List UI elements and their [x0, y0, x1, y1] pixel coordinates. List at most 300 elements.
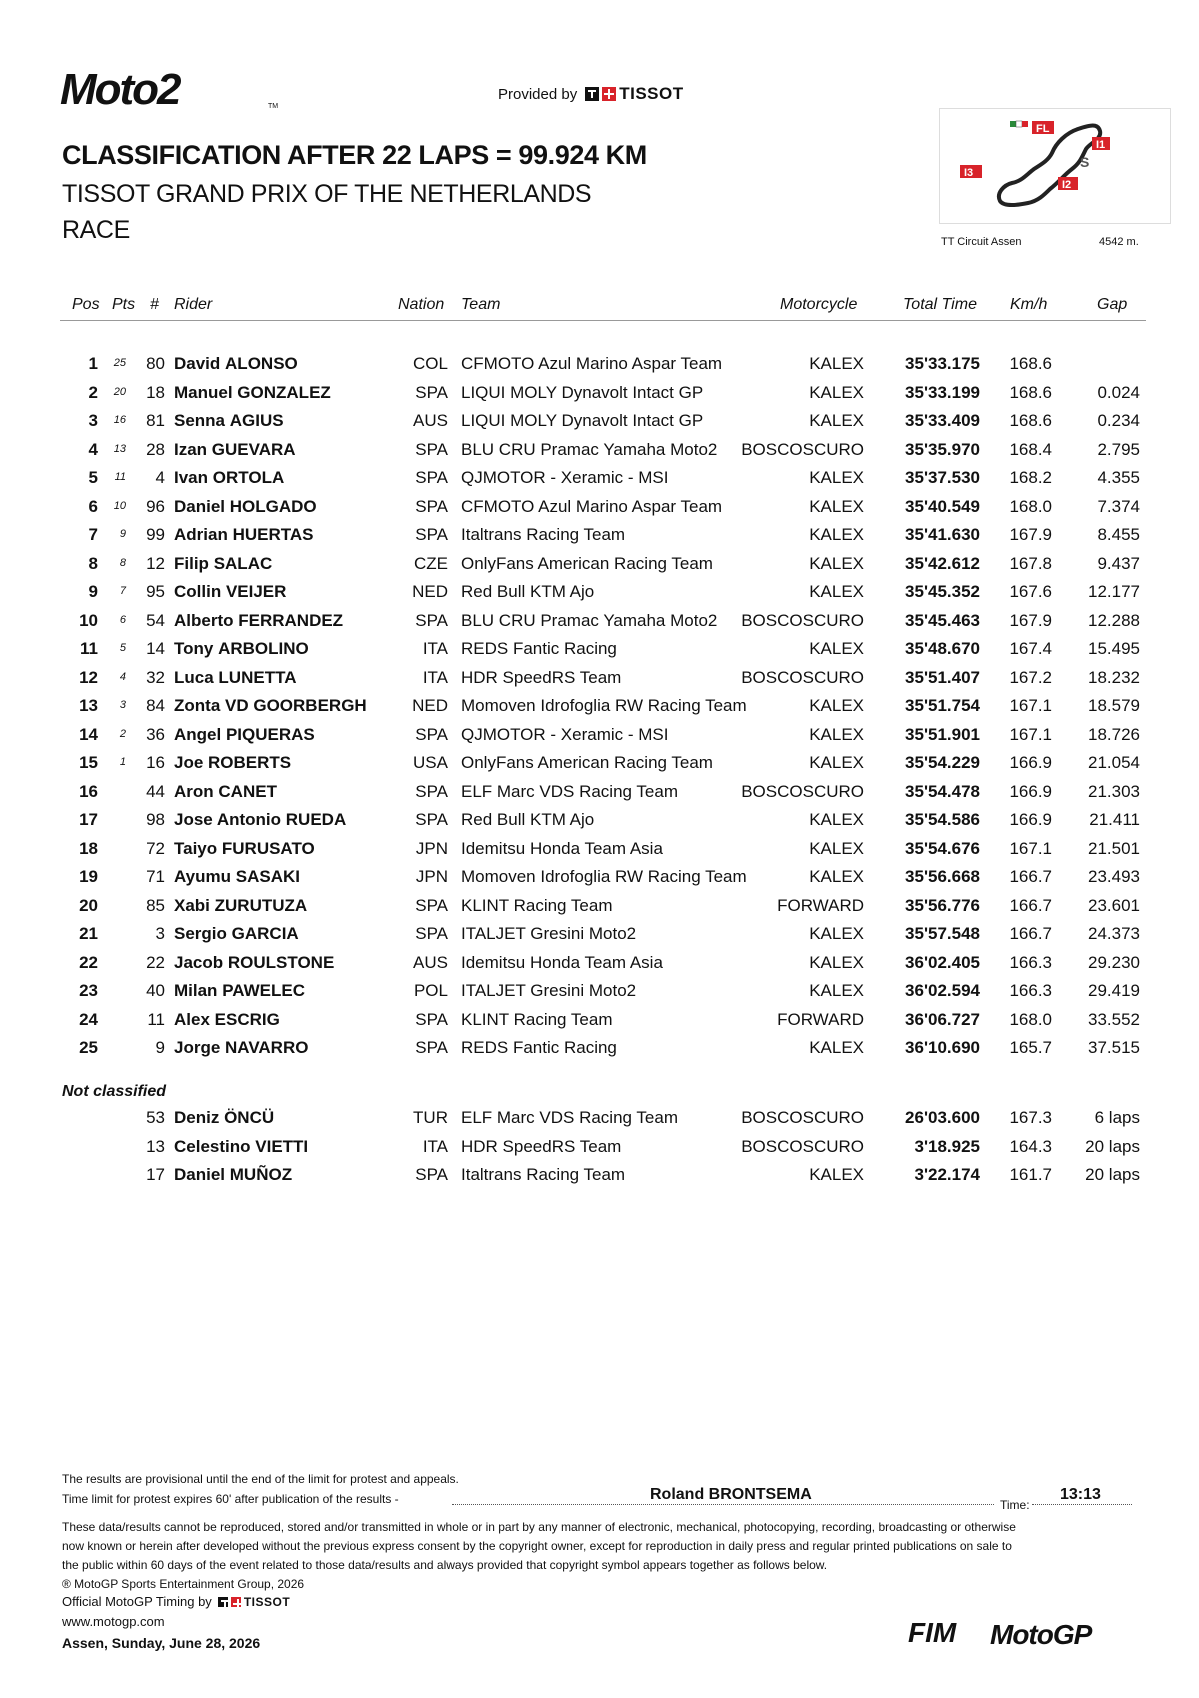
motorcycle-cell: KALEX: [809, 810, 864, 829]
bike-number-cell: 9: [155, 1038, 165, 1057]
team-cell: LIQUI MOLY Dynavolt Intact GP: [461, 383, 704, 402]
position-cell: 7: [88, 525, 98, 544]
team-cell: KLINT Racing Team: [461, 1010, 613, 1029]
tissot-logo-text: TISSOT: [619, 84, 684, 103]
rider-first-name: Celestino: [174, 1137, 251, 1156]
total-time-cell: 35'56.668: [905, 867, 980, 886]
total-time-cell: 35'54.586: [905, 810, 980, 829]
points-cell: 16: [113, 414, 126, 426]
motorcycle-cell: KALEX: [809, 725, 864, 744]
speed-cell: 166.9: [1009, 782, 1052, 801]
rider-last-name: ALONSO: [225, 354, 298, 373]
motogp-logo: [990, 1620, 1130, 1653]
points-cell: 7: [119, 585, 126, 597]
total-time-cell: 35'42.612: [905, 554, 980, 573]
table-row: [0, 696, 1199, 725]
legal-line-2: now known or herein after developed without the previous express consent by the copyright owner, except for reproduction in daily press and regular printed publications on sale to: [62, 1539, 1012, 1553]
rider-name: [174, 953, 334, 973]
table-row: [0, 782, 1199, 811]
motorcycle-cell: KALEX: [809, 582, 864, 601]
nation-cell: SPA: [415, 440, 448, 459]
table-row: [0, 981, 1199, 1010]
nation-cell: CZE: [414, 554, 448, 573]
rider-name: [174, 1038, 308, 1058]
speed-cell: 167.4: [1009, 639, 1052, 658]
rider-name: [174, 725, 315, 745]
col-header-pts: Pts: [112, 296, 136, 313]
tissot-logo-small: [218, 1595, 290, 1609]
rider-name: [174, 1010, 280, 1030]
rider-last-name: SALAC: [213, 554, 273, 573]
gap-cell: 33.552: [1088, 1010, 1140, 1029]
gap-cell: 4.355: [1097, 468, 1140, 487]
not-classified-label: Not classified: [62, 1083, 167, 1100]
gap-cell: 20 laps: [1085, 1137, 1140, 1156]
rider-name: [174, 611, 343, 631]
table-row: [0, 1010, 1199, 1039]
fim-logo-text: FIM: [908, 1618, 957, 1646]
motogp-logo-text: MotoGP: [990, 1620, 1092, 1648]
rider-last-name: ORTOLA: [212, 468, 285, 487]
position-cell: 2: [88, 383, 98, 402]
position-cell: 25: [79, 1038, 98, 1057]
map-label-i3: I3: [964, 167, 974, 179]
team-cell: OnlyFans American Racing Team: [461, 554, 713, 573]
signature-line: [452, 1504, 994, 1505]
col-header-rider: Rider: [174, 296, 213, 313]
rider-first-name: Adrian: [174, 525, 228, 544]
speed-cell: 167.9: [1009, 611, 1052, 630]
rider-last-name: GUEVARA: [211, 440, 296, 459]
gap-cell: 12.177: [1088, 582, 1140, 601]
rider-last-name: HUERTAS: [232, 525, 314, 544]
bike-number-cell: 96: [146, 497, 165, 516]
legal-line-3: the public within 60 days of the event related to those data/results and always provided that copyright symbol appears together as follows below.: [62, 1558, 828, 1572]
rider-last-name: GARCIA: [231, 924, 299, 943]
total-time-cell: 3'18.925: [914, 1137, 980, 1156]
circuit-name: TT Circuit Assen: [941, 236, 1022, 248]
points-cell: 2: [119, 728, 126, 740]
rider-first-name: Taiyo: [174, 839, 218, 858]
rider-first-name: Ivan: [174, 468, 209, 487]
rider-last-name: FERRANDEZ: [238, 611, 344, 630]
nation-cell: AUS: [413, 953, 448, 972]
team-cell: Red Bull KTM Ajo: [461, 582, 595, 601]
place-date: Assen, Sunday, June 28, 2026: [62, 1635, 261, 1651]
bike-number-cell: 14: [146, 639, 165, 658]
bike-number-cell: 95: [146, 582, 165, 601]
nation-cell: JPN: [415, 839, 448, 858]
total-time-cell: 35'33.199: [905, 383, 980, 402]
bike-number-cell: 40: [146, 981, 165, 1000]
nation-cell: SPA: [415, 1038, 448, 1057]
gap-cell: 12.288: [1088, 611, 1140, 630]
rider-name: [174, 497, 317, 517]
speed-cell: 167.1: [1009, 839, 1052, 858]
motorcycle-cell: KALEX: [809, 753, 864, 772]
total-time-cell: 36'06.727: [905, 1010, 980, 1029]
map-label-s: S: [1080, 154, 1090, 170]
table-row: [0, 953, 1199, 982]
table-row: [0, 411, 1199, 440]
rider-last-name: GONZALEZ: [237, 383, 331, 402]
total-time-cell: 35'33.409: [905, 411, 980, 430]
tissot-t-icon: [218, 1597, 228, 1607]
points-cell: 13: [113, 443, 126, 455]
gap-cell: 29.230: [1088, 953, 1140, 972]
fim-logo: [904, 1618, 976, 1651]
motorcycle-cell: KALEX: [809, 867, 864, 886]
rider-first-name: Aron: [174, 782, 214, 801]
bike-number-cell: 84: [146, 696, 165, 715]
motorcycle-cell: KALEX: [809, 525, 864, 544]
team-cell: CFMOTO Azul Marino Aspar Team: [461, 354, 723, 373]
col-header-total-time: Total Time: [903, 296, 977, 313]
rider-last-name: ROBERTS: [208, 753, 292, 772]
gap-cell: 20 laps: [1085, 1165, 1140, 1184]
position-cell: 12: [79, 668, 98, 687]
table-row: [0, 582, 1199, 611]
points-cell: 6: [119, 614, 126, 626]
legal-notice: [62, 1518, 1142, 1594]
position-cell: 22: [79, 953, 98, 972]
rider-name: [174, 1165, 292, 1185]
rider-last-name: LUNETTA: [218, 668, 297, 687]
motorcycle-cell: BOSCOSCURO: [741, 440, 864, 459]
motorcycle-cell: KALEX: [809, 1038, 864, 1057]
nation-cell: POL: [413, 981, 448, 1000]
total-time-cell: 35'54.676: [905, 839, 980, 858]
time-value: 13:13: [1060, 1486, 1101, 1503]
circuit-map: [939, 108, 1171, 224]
rider-last-name: FURUSATO: [221, 839, 315, 858]
rider-first-name: Jorge: [174, 1038, 221, 1057]
rider-first-name: Daniel: [174, 1165, 226, 1184]
rider-last-name: ÖNCÜ: [224, 1108, 275, 1127]
total-time-cell: 35'41.630: [905, 525, 980, 544]
motorcycle-cell: KALEX: [809, 924, 864, 943]
speed-cell: 168.6: [1009, 411, 1052, 430]
position-cell: 11: [80, 639, 98, 658]
gap-cell: 37.515: [1088, 1038, 1140, 1057]
nation-cell: NED: [412, 696, 448, 715]
nation-cell: SPA: [415, 782, 448, 801]
circuit-map-svg: [940, 109, 1172, 225]
rider-last-name: VEIJER: [225, 582, 287, 601]
position-cell: 5: [88, 468, 98, 487]
points-cell: 25: [113, 357, 126, 369]
gap-cell: 23.601: [1088, 896, 1140, 915]
gap-cell: 29.419: [1088, 981, 1140, 1000]
position-cell: 14: [79, 725, 98, 744]
rider-first-name: Manuel: [174, 383, 233, 402]
rider-name: [174, 525, 314, 545]
position-cell: 18: [79, 839, 98, 858]
team-cell: CFMOTO Azul Marino Aspar Team: [461, 497, 723, 516]
total-time-cell: 35'56.776: [905, 896, 980, 915]
speed-cell: 168.0: [1009, 497, 1052, 516]
motorcycle-cell: KALEX: [809, 468, 864, 487]
col-header-motorcycle: Motorcycle: [780, 296, 858, 313]
rider-first-name: Joe: [174, 753, 204, 772]
bike-number-cell: 32: [146, 668, 165, 687]
protest-limit-note: Time limit for protest expires 60' after publication of the results -: [62, 1492, 399, 1506]
bike-number-cell: 18: [146, 383, 165, 402]
bike-number-cell: 53: [146, 1108, 165, 1127]
speed-cell: 166.7: [1009, 924, 1052, 943]
speed-cell: 161.7: [1009, 1165, 1052, 1184]
total-time-cell: 35'33.175: [905, 354, 980, 373]
nation-cell: SPA: [415, 468, 448, 487]
swiss-cross-icon: [602, 87, 616, 101]
speed-cell: 167.9: [1009, 525, 1052, 544]
motorcycle-cell: FORWARD: [777, 1010, 864, 1029]
rider-first-name: Tony: [174, 639, 214, 658]
rider-last-name: RUEDA: [285, 810, 347, 829]
speed-cell: 166.7: [1009, 896, 1052, 915]
rider-last-name: ZURUTUZA: [214, 896, 308, 915]
motorcycle-cell: KALEX: [809, 839, 864, 858]
position-cell: 9: [88, 582, 98, 601]
bike-number-cell: 28: [146, 440, 165, 459]
rider-first-name: Angel: [174, 725, 222, 744]
total-time-cell: 35'35.970: [905, 440, 980, 459]
motorcycle-cell: KALEX: [809, 981, 864, 1000]
team-cell: BLU CRU Pramac Yamaha Moto2: [461, 611, 718, 630]
speed-cell: 165.7: [1009, 1038, 1052, 1057]
team-cell: BLU CRU Pramac Yamaha Moto2: [461, 440, 718, 459]
bike-number-cell: 81: [146, 411, 165, 430]
gap-cell: 7.374: [1097, 497, 1140, 516]
website: www.motogp.com: [62, 1614, 165, 1629]
position-cell: 8: [88, 554, 98, 573]
position-cell: 24: [79, 1010, 98, 1029]
position-cell: 6: [88, 497, 98, 516]
rider-name: [174, 668, 296, 688]
motorcycle-cell: BOSCOSCURO: [741, 782, 864, 801]
rider-first-name: David: [174, 354, 221, 373]
gap-cell: 21.411: [1089, 810, 1140, 829]
team-cell: Momoven Idrofoglia RW Racing Team: [461, 867, 747, 886]
rider-name: [174, 696, 367, 716]
provisional-note: The results are provisional until the end of the limit for protest and appeals.: [62, 1472, 459, 1486]
rider-name: [174, 753, 291, 773]
bike-number-cell: 11: [147, 1010, 165, 1029]
gap-cell: 9.437: [1097, 554, 1140, 573]
team-cell: OnlyFans American Racing Team: [461, 753, 713, 772]
rider-name: [174, 924, 299, 944]
team-cell: ELF Marc VDS Racing Team: [461, 782, 678, 801]
gap-cell: 18.726: [1088, 725, 1140, 744]
rider-name: [174, 867, 300, 887]
speed-cell: 166.3: [1009, 981, 1052, 1000]
map-label-i1: I1: [1096, 139, 1106, 151]
points-cell: 8: [119, 557, 126, 569]
time-label: Time:: [1000, 1498, 1030, 1512]
rider-first-name: Milan: [174, 981, 218, 1000]
nation-cell: SPA: [415, 497, 448, 516]
table-row: [0, 810, 1199, 839]
table-row: [0, 668, 1199, 697]
nation-cell: SPA: [415, 725, 448, 744]
table-row: [0, 1165, 1199, 1194]
bike-number-cell: 54: [146, 611, 165, 630]
team-cell: HDR SpeedRS Team: [461, 1137, 622, 1156]
event-title: TISSOT GRAND PRIX OF THE NETHERLANDS: [62, 180, 592, 208]
table-row: [0, 1108, 1199, 1137]
nation-cell: JPN: [415, 867, 448, 886]
motorcycle-cell: KALEX: [809, 411, 864, 430]
table-row: [0, 525, 1199, 554]
legal-line-1: These data/results cannot be reproduced, stored and/or transmitted in whole or in part by any manner of electronic, mechanical, photocopying, recording, broadcasting or otherwise: [62, 1520, 1016, 1534]
bike-number-cell: 80: [146, 354, 165, 373]
position-cell: 17: [79, 810, 98, 829]
rider-first-name: Alex: [174, 1010, 210, 1029]
table-row: [0, 753, 1199, 782]
nation-cell: ITA: [422, 668, 448, 687]
col-header-gap: Gap: [1097, 296, 1128, 313]
speed-cell: 168.2: [1009, 468, 1052, 487]
gap-cell: 0.024: [1097, 383, 1140, 402]
provided-by-label: Provided by: [498, 85, 578, 103]
total-time-cell: 26'03.600: [905, 1108, 980, 1127]
team-cell: REDS Fantic Racing: [461, 1038, 617, 1057]
rider-last-name: SASAKI: [235, 867, 300, 886]
rider-last-name: VIETTI: [255, 1137, 309, 1156]
team-cell: Red Bull KTM Ajo: [461, 810, 595, 829]
rider-last-name: PIQUERAS: [225, 725, 315, 744]
nation-cell: SPA: [415, 924, 448, 943]
nation-cell: NED: [412, 582, 448, 601]
gap-cell: 24.373: [1088, 924, 1140, 943]
motorcycle-cell: KALEX: [809, 953, 864, 972]
team-cell: REDS Fantic Racing: [461, 639, 617, 658]
col-header-pos: Pos: [72, 296, 100, 313]
team-cell: Italtrans Racing Team: [461, 1165, 626, 1184]
total-time-cell: 35'54.229: [905, 753, 980, 772]
nation-cell: ITA: [422, 1137, 448, 1156]
rider-name: [174, 440, 296, 460]
nation-cell: TUR: [413, 1108, 448, 1127]
rider-name: [174, 582, 286, 602]
team-cell: Momoven Idrofoglia RW Racing Team: [461, 696, 747, 715]
nation-cell: SPA: [415, 525, 448, 544]
session-title: RACE: [62, 216, 130, 244]
table-row: [0, 497, 1199, 526]
position-cell: 15: [79, 753, 98, 772]
total-time-cell: 35'45.352: [905, 582, 980, 601]
motorcycle-cell: KALEX: [809, 497, 864, 516]
motorcycle-cell: BOSCOSCURO: [741, 1137, 864, 1156]
finish-line-icon: [1010, 121, 1028, 127]
total-time-cell: 35'37.530: [905, 468, 980, 487]
rider-last-name: PAWELEC: [222, 981, 305, 1000]
total-time-cell: 35'45.463: [905, 611, 980, 630]
nation-cell: SPA: [415, 611, 448, 630]
points-cell: 10: [113, 500, 126, 512]
rider-last-name: AGIUS: [229, 411, 284, 430]
bike-number-cell: 71: [146, 867, 165, 886]
rider-first-name: Luca: [174, 668, 214, 687]
gap-cell: 21.054: [1088, 753, 1140, 772]
speed-cell: 166.9: [1009, 810, 1052, 829]
gap-cell: 15.495: [1088, 639, 1140, 658]
bike-number-cell: 17: [146, 1165, 165, 1184]
total-time-cell: 35'54.478: [905, 782, 980, 801]
rider-last-name: ROULSTONE: [227, 953, 335, 972]
team-cell: QJMOTOR - Xeramic - MSI: [461, 468, 669, 487]
team-cell: ITALJET Gresini Moto2: [461, 981, 637, 1000]
total-time-cell: 36'10.690: [905, 1038, 980, 1057]
map-label-i2: I2: [1062, 179, 1072, 191]
points-cell: 3: [119, 699, 126, 711]
motorcycle-cell: KALEX: [809, 554, 864, 573]
total-time-cell: 35'57.548: [905, 924, 980, 943]
tissot-t-icon: [585, 87, 599, 101]
table-row: [0, 924, 1199, 953]
bike-number-cell: 36: [146, 725, 165, 744]
gap-cell: 23.493: [1088, 867, 1140, 886]
total-time-cell: 36'02.405: [905, 953, 980, 972]
rider-first-name: Sergio: [174, 924, 227, 943]
moto2-logo-text: Moto2: [60, 70, 180, 110]
bike-number-cell: 13: [146, 1137, 165, 1156]
speed-cell: 167.1: [1009, 696, 1052, 715]
rider-name: [174, 810, 346, 830]
table-row: [0, 639, 1199, 668]
rider-name: [174, 468, 284, 488]
speed-cell: 168.0: [1009, 1010, 1052, 1029]
points-cell: 11: [114, 471, 126, 483]
col-header-team: Team: [461, 296, 501, 313]
nation-cell: AUS: [413, 411, 448, 430]
rider-last-name: ESCRIG: [214, 1010, 280, 1029]
swiss-cross-icon: [231, 1597, 241, 1607]
position-cell: 21: [79, 924, 98, 943]
provided-by: [498, 84, 684, 104]
rider-last-name: VD GOORBERGH: [225, 696, 367, 715]
motorcycle-cell: BOSCOSCURO: [741, 668, 864, 687]
gap-cell: 18.232: [1088, 668, 1140, 687]
team-cell: Idemitsu Honda Team Asia: [461, 953, 663, 972]
speed-cell: 167.1: [1009, 725, 1052, 744]
bike-number-cell: 72: [146, 839, 165, 858]
bike-number-cell: 3: [155, 924, 165, 943]
official-name: Roland BRONTSEMA: [650, 1486, 812, 1503]
rider-name: [174, 839, 315, 859]
team-cell: QJMOTOR - Xeramic - MSI: [461, 725, 669, 744]
total-time-cell: 35'51.754: [905, 696, 980, 715]
rider-name: [174, 639, 309, 659]
bike-number-cell: 12: [146, 554, 165, 573]
motorcycle-cell: KALEX: [809, 696, 864, 715]
rider-name: [174, 383, 331, 403]
bike-number-cell: 4: [155, 468, 165, 487]
table-row: [0, 1038, 1199, 1067]
speed-cell: 168.4: [1009, 440, 1052, 459]
nation-cell: SPA: [415, 383, 448, 402]
speed-cell: 166.9: [1009, 753, 1052, 772]
rider-last-name: CANET: [218, 782, 277, 801]
col-header-nation: Nation: [398, 296, 445, 313]
rider-first-name: Deniz: [174, 1108, 220, 1127]
motorcycle-cell: BOSCOSCURO: [741, 611, 864, 630]
rider-name: [174, 782, 277, 802]
team-cell: Italtrans Racing Team: [461, 525, 626, 544]
position-cell: 4: [88, 440, 98, 459]
gap-cell: 21.501: [1088, 839, 1140, 858]
team-cell: HDR SpeedRS Team: [461, 668, 622, 687]
